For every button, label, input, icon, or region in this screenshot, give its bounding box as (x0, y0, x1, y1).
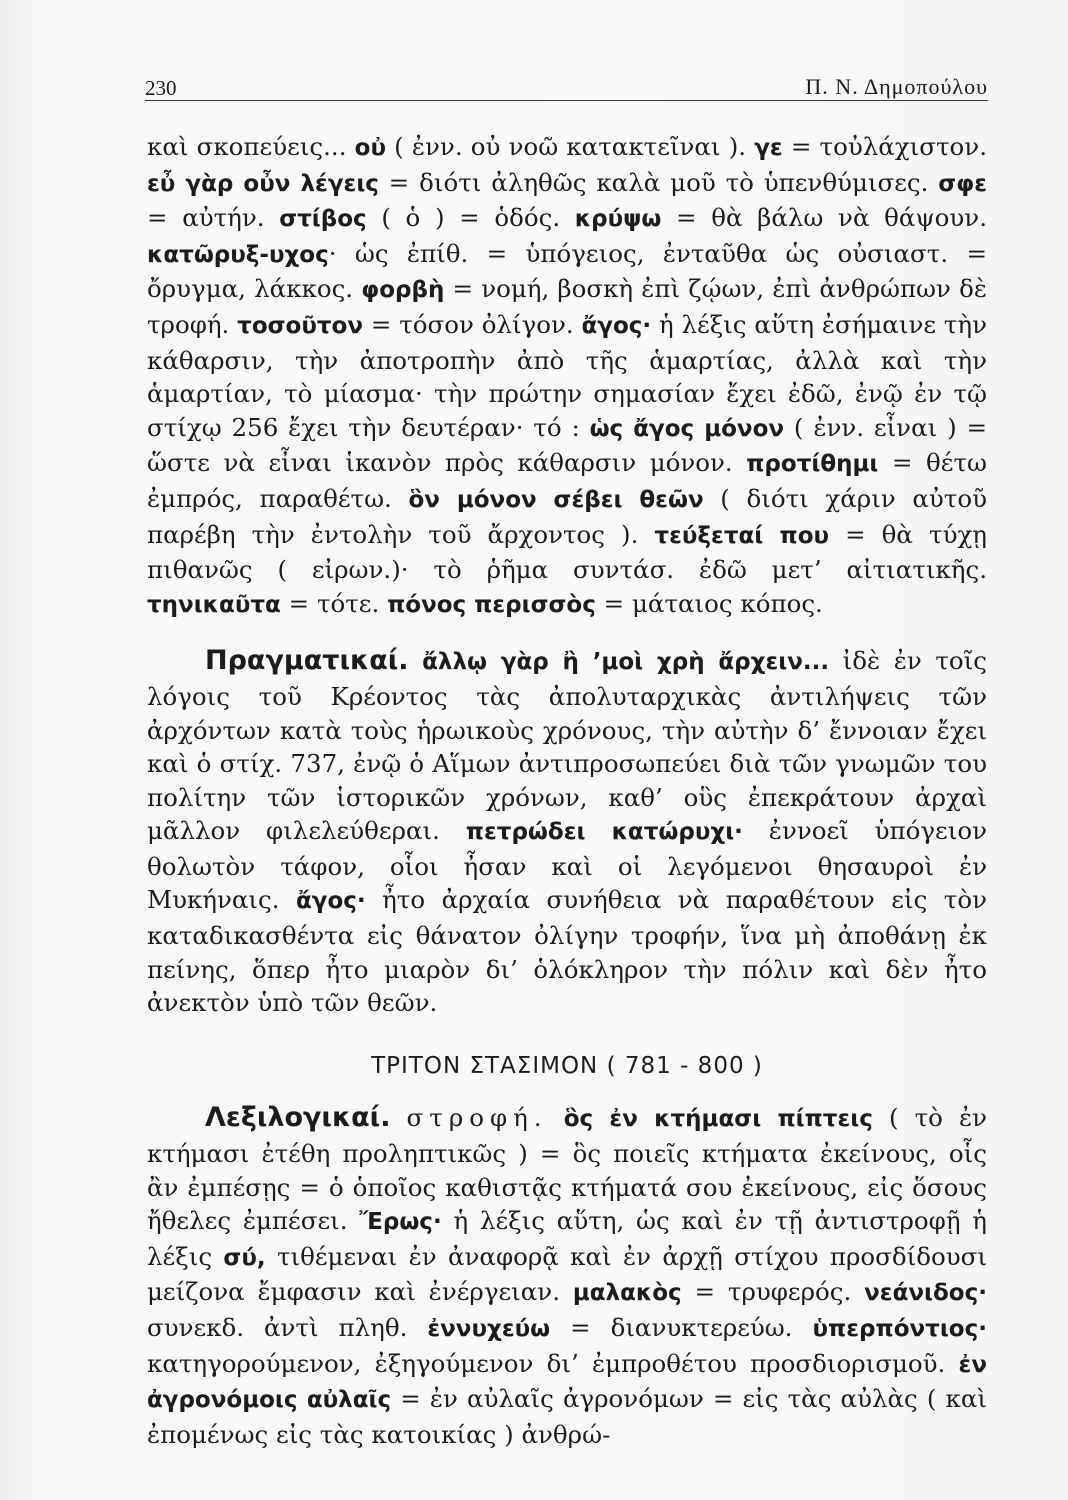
gloss-text (409, 646, 423, 675)
lemma-term: στίβος (279, 206, 367, 233)
lemma-term: ἐννυχεύω (427, 1316, 551, 1342)
gloss-text: ( ἐνν. εἶναι ) = ὥστε νὰ εἶναι ἱκανὸν πρὸς κάθαρσιν μόνον. (147, 412, 987, 478)
gloss-text: = θὰ τύχῃ πιθανῶς ( εἰρων.)· τὸ ῥῆμα συντάσ. ἐδῶ μετ’ αἰτιατικῆς. (147, 519, 987, 585)
paragraph-heading: Πραγματικαί. (205, 645, 409, 677)
lemma-term: γε (754, 135, 783, 161)
lemma-term: ὃς ἐν κτήμασι πίπτεις (563, 1106, 873, 1133)
lemma-term: σφε (938, 170, 988, 197)
lemma-term: σύ, (223, 1244, 266, 1271)
lemma-term: ὃν μόνον σέβει θεῶν (408, 486, 704, 513)
gloss-text: ( ὁ ) = ὁδός. (366, 203, 575, 233)
gloss-text: συνεκδ. ἀντὶ πληθ. (147, 1313, 428, 1342)
gloss-text: = διότι ἀληθῶς καλὰ μοῦ τὸ ὑπενθύμισες. (378, 167, 939, 197)
lemma-term: τηνικαῦτα (147, 591, 281, 618)
gloss-text: ἦτο ἀρχαία συνήθεια νὰ παραθέτουν εἰς τὸν καταδικασθέντα εἰς θάνατον ὀλίγην τροφήν, ἵνα μὴ ἀποθάνῃ ἐκ πείνης, ὅπερ ἦτο μιαρὸν δι’ ὁλόκληρον τὴν πόλιν καὶ δὲν ἦτο ἀνεκτὸν ὑπὸ τῶν θεῶν. (147, 885, 987, 1018)
lemma-term: ἄγος· (296, 888, 366, 915)
lemma-term: ἄγος· (581, 312, 652, 339)
gloss-text: ἰδὲ ἐν τοῖς λόγοις τοῦ Κρέοντος τὰς ἀπολυταρχικὰς ἀντιλήψεις τῶν ἀρχόντων κατὰ τοὺς ἡρωικοὺς χρόνους, τὴν αὐτὴν δ’ ἔννοιαν ἔχει καὶ ὁ στίχ. 737, ἐνῷ ὁ Αἵμων ἀντιπροσωπεύει διὰ τῶν γνωμῶν του πολίτην τῶν ἱστορικῶν χρόνων, καθ’ οὓς ἐπεκράτουν ἀρχαὶ μᾶλλον φιλελεύθεραι. (147, 646, 987, 846)
gloss-text: καὶ σκοπεύεις... (147, 132, 355, 161)
gloss-text: κατηγορούμενον, ἐξηγούμενον δι’ ἐμπροθέτου προσδιορισμοῦ. (147, 1348, 959, 1378)
gloss-text: ἐννοεῖ ὑπόγειον θολωτὸν τάφον, οἷοι ἦσαν καὶ οἱ λεγόμενοι θησαυροὶ ἐν Μυκήναις. (147, 816, 987, 915)
gloss-text: = τόσον ὀλίγον. (363, 309, 582, 339)
lemma-term: ἄλλῳ γὰρ ἢ ’μοὶ χρὴ ἄρχειν... (422, 649, 830, 676)
page-number: 230 (145, 76, 177, 100)
page-body (147, 130, 987, 1451)
gloss-text: ( ἐνν. οὐ νοῶ κατακτεῖναι ). (386, 132, 755, 161)
section-title: ΤΡΙΤΟΝ ΣΤΑΣΙΜΟΝ ( 781 - 800 ) (371, 1052, 763, 1079)
lemma-term: πόνος περισσὸς (387, 591, 596, 618)
lemma-term: νεάνιδος· (864, 1280, 987, 1307)
gloss-text (548, 1103, 564, 1132)
gloss-text: ( τὸ ἐν κτήμασι ἐτέθη προληπτικῶς ) = ὃς ποιεῖς κτήματα ἐκείνους, οἷς ἂν ἐμπέσῃς = ὁ ὁποῖος καθιστᾷς κτήματά σου ἐκείνους, εἰς ὅσους ἤθελες ἐμπέσει. (147, 1103, 987, 1236)
page-header (145, 68, 988, 101)
running-head-author: Π. Ν. Δημοπούλου (805, 74, 988, 99)
gloss-text: · ὡς ἐπίθ. = ὑπόγειος, ἐνταῦθα ὡς οὐσιαστ. = ὄρυγμα, λάκκος. (147, 238, 987, 304)
gloss-text: = τρυφερός. (681, 1277, 865, 1307)
lemma-term: οὐ (354, 135, 386, 161)
gloss-text: = ἐν αὐλαῖς ἀγρονόμων = εἰς τὰς αὐλὰς ( καὶ ἐπομένως εἰς τὰς κατοικίας ) ἀνθρώ- (147, 1384, 987, 1449)
lemma-term: πετρώδει κατώρυχι· (465, 819, 743, 846)
lemma-term: μαλακὸς (572, 1280, 682, 1307)
paragraph-lexilogikai (147, 1101, 987, 1451)
lemma-term: τοσοῦτον (237, 312, 364, 339)
lemma-term: ὡς ἄγος μόνον (589, 415, 785, 442)
gloss-text: τιθέμεναι ἐν ἀναφορᾷ καὶ ἐν ἀρχῇ στίχου προσδίδουσι μείζονα ἔμφασιν καὶ ἐνέργειαν. (147, 1241, 987, 1307)
gloss-text: = θὰ βάλω νὰ θάψουν. (661, 203, 987, 233)
lemma-term: ὑπερπόντιος· (812, 1316, 987, 1342)
gloss-text: ἡ λέξις αὕτη, ὡς καὶ ἐν τῇ ἀντιστροφῇ ἡ λέξις (147, 1206, 987, 1271)
lemma-term: εὖ γὰρ οὖν λέγεις (147, 170, 379, 197)
gloss-text: ( διότι χάριν αὐτοῦ παρέβη τὴν ἐντολὴν τοῦ ἄρχοντος ). (147, 483, 987, 549)
gloss-text: = διανυκτερεύω. (550, 1313, 813, 1342)
lemma-term: τεύξεταί που (654, 522, 830, 549)
gloss-text: = τοὐλάχιστον. (782, 132, 987, 161)
gloss-text: = τότε. (280, 588, 388, 618)
gloss-text: = μάταιος κόπος. (595, 588, 823, 618)
gloss-text: = νομή, βοσκὴ ἐπὶ ζῴων, ἐπὶ ἀνθρώπων δὲ τροφή. (147, 274, 987, 339)
spaced-label: στροφή. (406, 1103, 548, 1133)
paragraph-pragmatikai (147, 644, 987, 1020)
paragraph-glossary-1 (147, 130, 987, 622)
lemma-term: φορβὴ (361, 277, 445, 304)
lemma-term: ἐν ἀγρονόμοις αὐλαῖς (147, 1351, 987, 1414)
paragraph-heading: Λεξιλογικαί. (205, 1102, 391, 1134)
lemma-term: κατῶρυξ-υχος (147, 241, 329, 268)
gloss-text: = θέτω ἐμπρός, παραθέτω. (147, 448, 987, 513)
gloss-text: ἡ λέξις αὕτη ἐσήμαινε τὴν κάθαρσιν, τὴν ἀποτροπὴν ἀπὸ τῆς ἁμαρτίας, ἀλλὰ καὶ τὴν ἁμαρτίαν, τὸ μίασμα· τὴν πρώτην σημασίαν ἔχει ἐδῶ, ἐνῷ ἐν τῷ στίχῳ 256 ἔχει τὴν δευτέραν· τό : (147, 309, 987, 442)
lemma-term: κρύψω (574, 206, 662, 233)
lemma-term: προτίθημι (746, 451, 879, 478)
gloss-text (390, 1103, 406, 1132)
gloss-text: = αὐτήν. (147, 203, 280, 233)
lemma-term: Ἔρως· (359, 1209, 442, 1236)
